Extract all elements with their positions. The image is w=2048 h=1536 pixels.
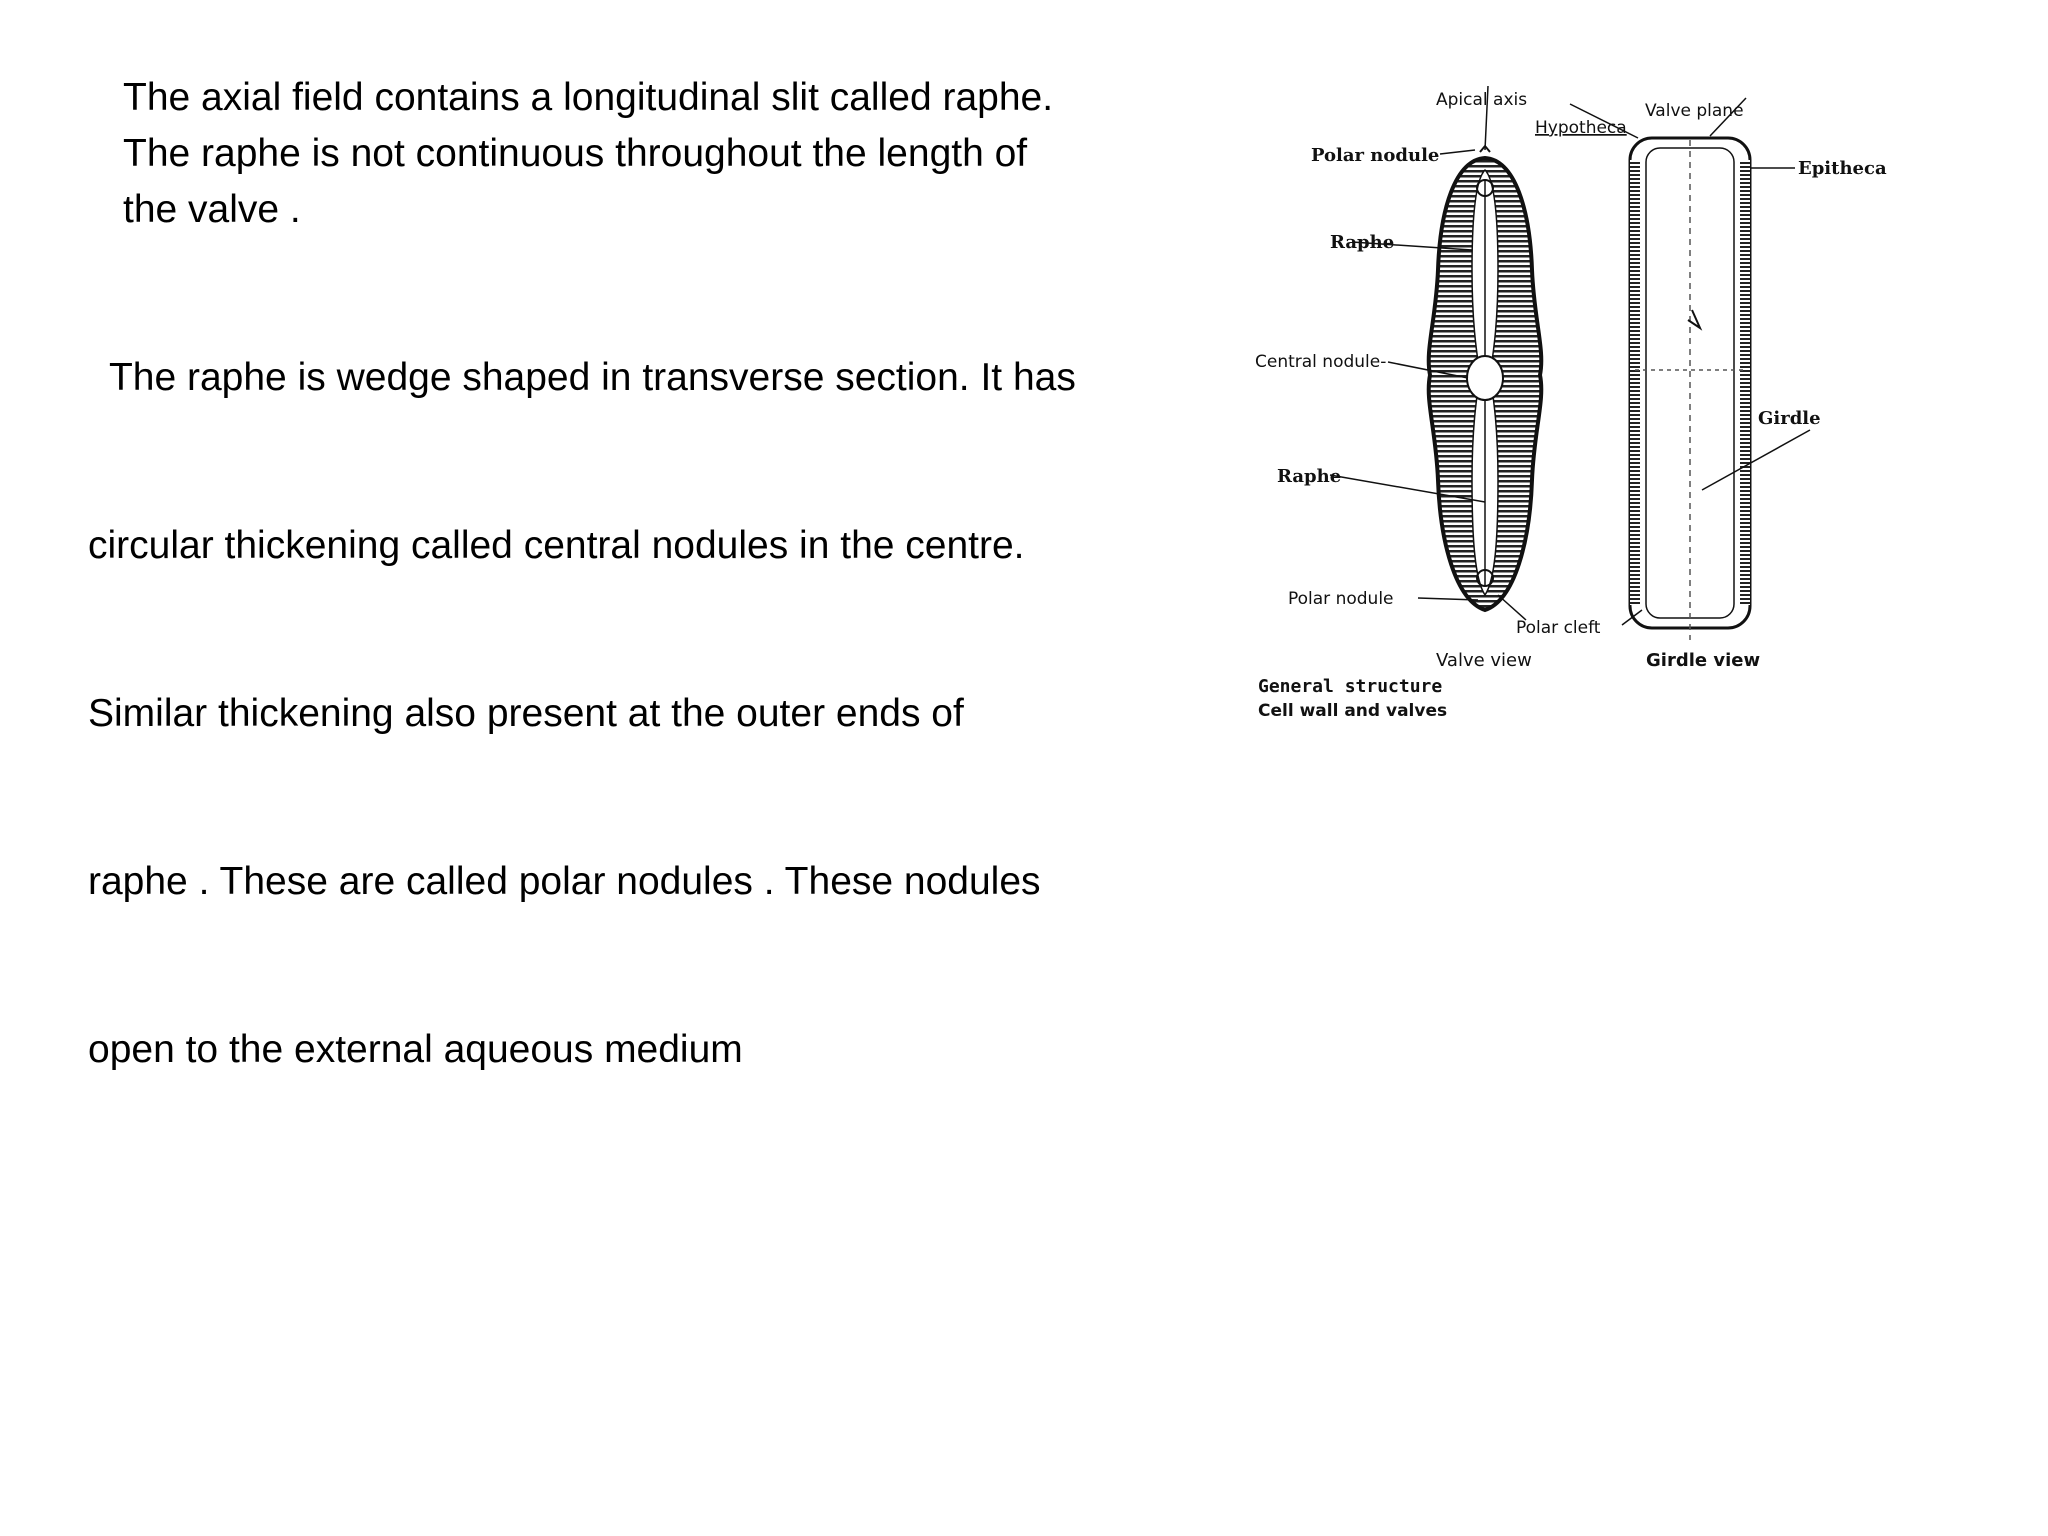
girdle-view-cell — [1630, 138, 1750, 640]
label-raphe-bottom: Raphe — [1277, 466, 1342, 487]
text-line: open to the external aqueous medium — [88, 1028, 743, 1071]
central-nodule-shape — [1467, 356, 1503, 400]
label-polar-nodule-top: Polar nodule — [1311, 145, 1440, 166]
text-line: The raphe is not continuous throughout the length of — [123, 132, 1028, 175]
label-polar-nodule-bottom: Polar nodule — [1288, 589, 1394, 609]
label-girdle-view: Girdle view — [1646, 650, 1761, 671]
caption-subtitle: Cell wall and valves — [1258, 701, 1448, 721]
label-polar-cleft: Polar cleft — [1516, 618, 1601, 638]
text-line: the valve . — [123, 188, 301, 231]
paragraph-nodules — [88, 238, 1076, 1190]
text-line: The raphe is wedge shaped in transverse section. It has — [88, 356, 1076, 399]
label-epitheca: Epitheca — [1798, 158, 1887, 179]
text-line: raphe . These are called polar nodules . These nodules — [88, 860, 1041, 903]
paragraph-raphe-intro — [123, 70, 1053, 238]
text-line: circular thickening called central nodules in the centre. — [88, 524, 1025, 567]
label-central-nodule: Central nodule- — [1255, 352, 1387, 372]
valve-view-cell — [1429, 146, 1542, 610]
caption-title: General structure — [1258, 676, 1443, 697]
label-apical-axis: Apical axis — [1436, 90, 1528, 110]
label-hypotheca: Hypotheca — [1535, 118, 1627, 138]
diatom-structure-figure — [1240, 70, 1900, 730]
label-valve-view: Valve view — [1436, 650, 1532, 671]
label-valve-plane: Valve plane — [1645, 101, 1744, 121]
text-line: The axial field contains a longitudinal slit called raphe. — [123, 76, 1054, 119]
diatom-diagram — [1240, 70, 1900, 730]
label-girdle: Girdle — [1758, 408, 1821, 429]
text-line: Similar thickening also present at the outer ends of — [88, 692, 964, 735]
label-raphe-top: Raphe — [1330, 232, 1395, 253]
